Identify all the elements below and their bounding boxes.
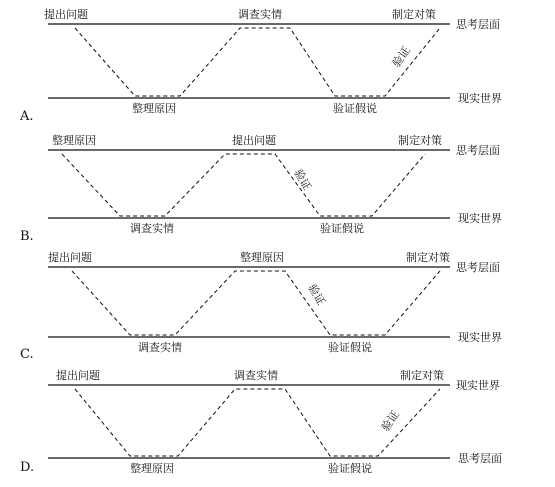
top-step-2: 调查实情 <box>234 369 278 382</box>
top-step-2: 提出问题 <box>232 134 276 147</box>
process-path <box>62 154 425 216</box>
top-step-3: 制定对策 <box>400 369 444 382</box>
top-step-1: 提出问题 <box>56 369 100 382</box>
top-step-3: 制定对策 <box>392 8 436 21</box>
option-b <box>20 133 502 244</box>
option-label: A. <box>20 109 34 124</box>
verify-tag: 验证 <box>378 408 403 434</box>
bottom-step-2: 验证假说 <box>328 341 372 354</box>
bottom-layer-label: 现实世界 <box>458 92 502 105</box>
top-step-1: 整理原因 <box>52 134 96 147</box>
bottom-layer-label: 现实世界 <box>458 331 502 344</box>
top-layer-label: 思考层面 <box>456 261 500 274</box>
top-step-1: 提出问题 <box>44 8 88 21</box>
top-step-3: 制定对策 <box>398 134 442 147</box>
top-step-3: 制定对策 <box>406 251 450 264</box>
option-c <box>20 250 502 362</box>
bottom-step-1: 调查实情 <box>130 222 174 235</box>
process-path <box>72 271 440 335</box>
bottom-step-2: 验证假说 <box>333 102 377 115</box>
bottom-step-1: 整理原因 <box>130 462 174 475</box>
top-step-1: 提出问题 <box>48 251 92 264</box>
bottom-step-2: 验证假说 <box>328 462 372 475</box>
process-path <box>75 28 440 96</box>
option-label: C. <box>20 347 34 362</box>
top-layer-label: 现实世界 <box>456 379 500 392</box>
bottom-layer-label: 思考层面 <box>458 452 502 465</box>
option-d <box>20 368 502 475</box>
option-a <box>19 7 502 124</box>
top-step-2: 调查实情 <box>238 8 282 21</box>
top-layer-label: 思考层面 <box>456 18 500 31</box>
top-layer-label: 思考层面 <box>456 144 500 157</box>
verify-tag: 验证 <box>305 282 328 308</box>
bottom-step-2: 验证假说 <box>320 222 364 235</box>
verify-tag: 验证 <box>389 44 414 70</box>
bottom-step-1: 整理原因 <box>132 102 176 115</box>
option-label: D. <box>20 460 35 475</box>
bottom-step-1: 调查实情 <box>138 341 182 354</box>
top-step-2: 整理原因 <box>240 251 284 264</box>
verify-tag: 验证 <box>291 167 314 193</box>
option-label: B. <box>20 229 34 244</box>
bottom-layer-label: 现实世界 <box>458 212 502 225</box>
